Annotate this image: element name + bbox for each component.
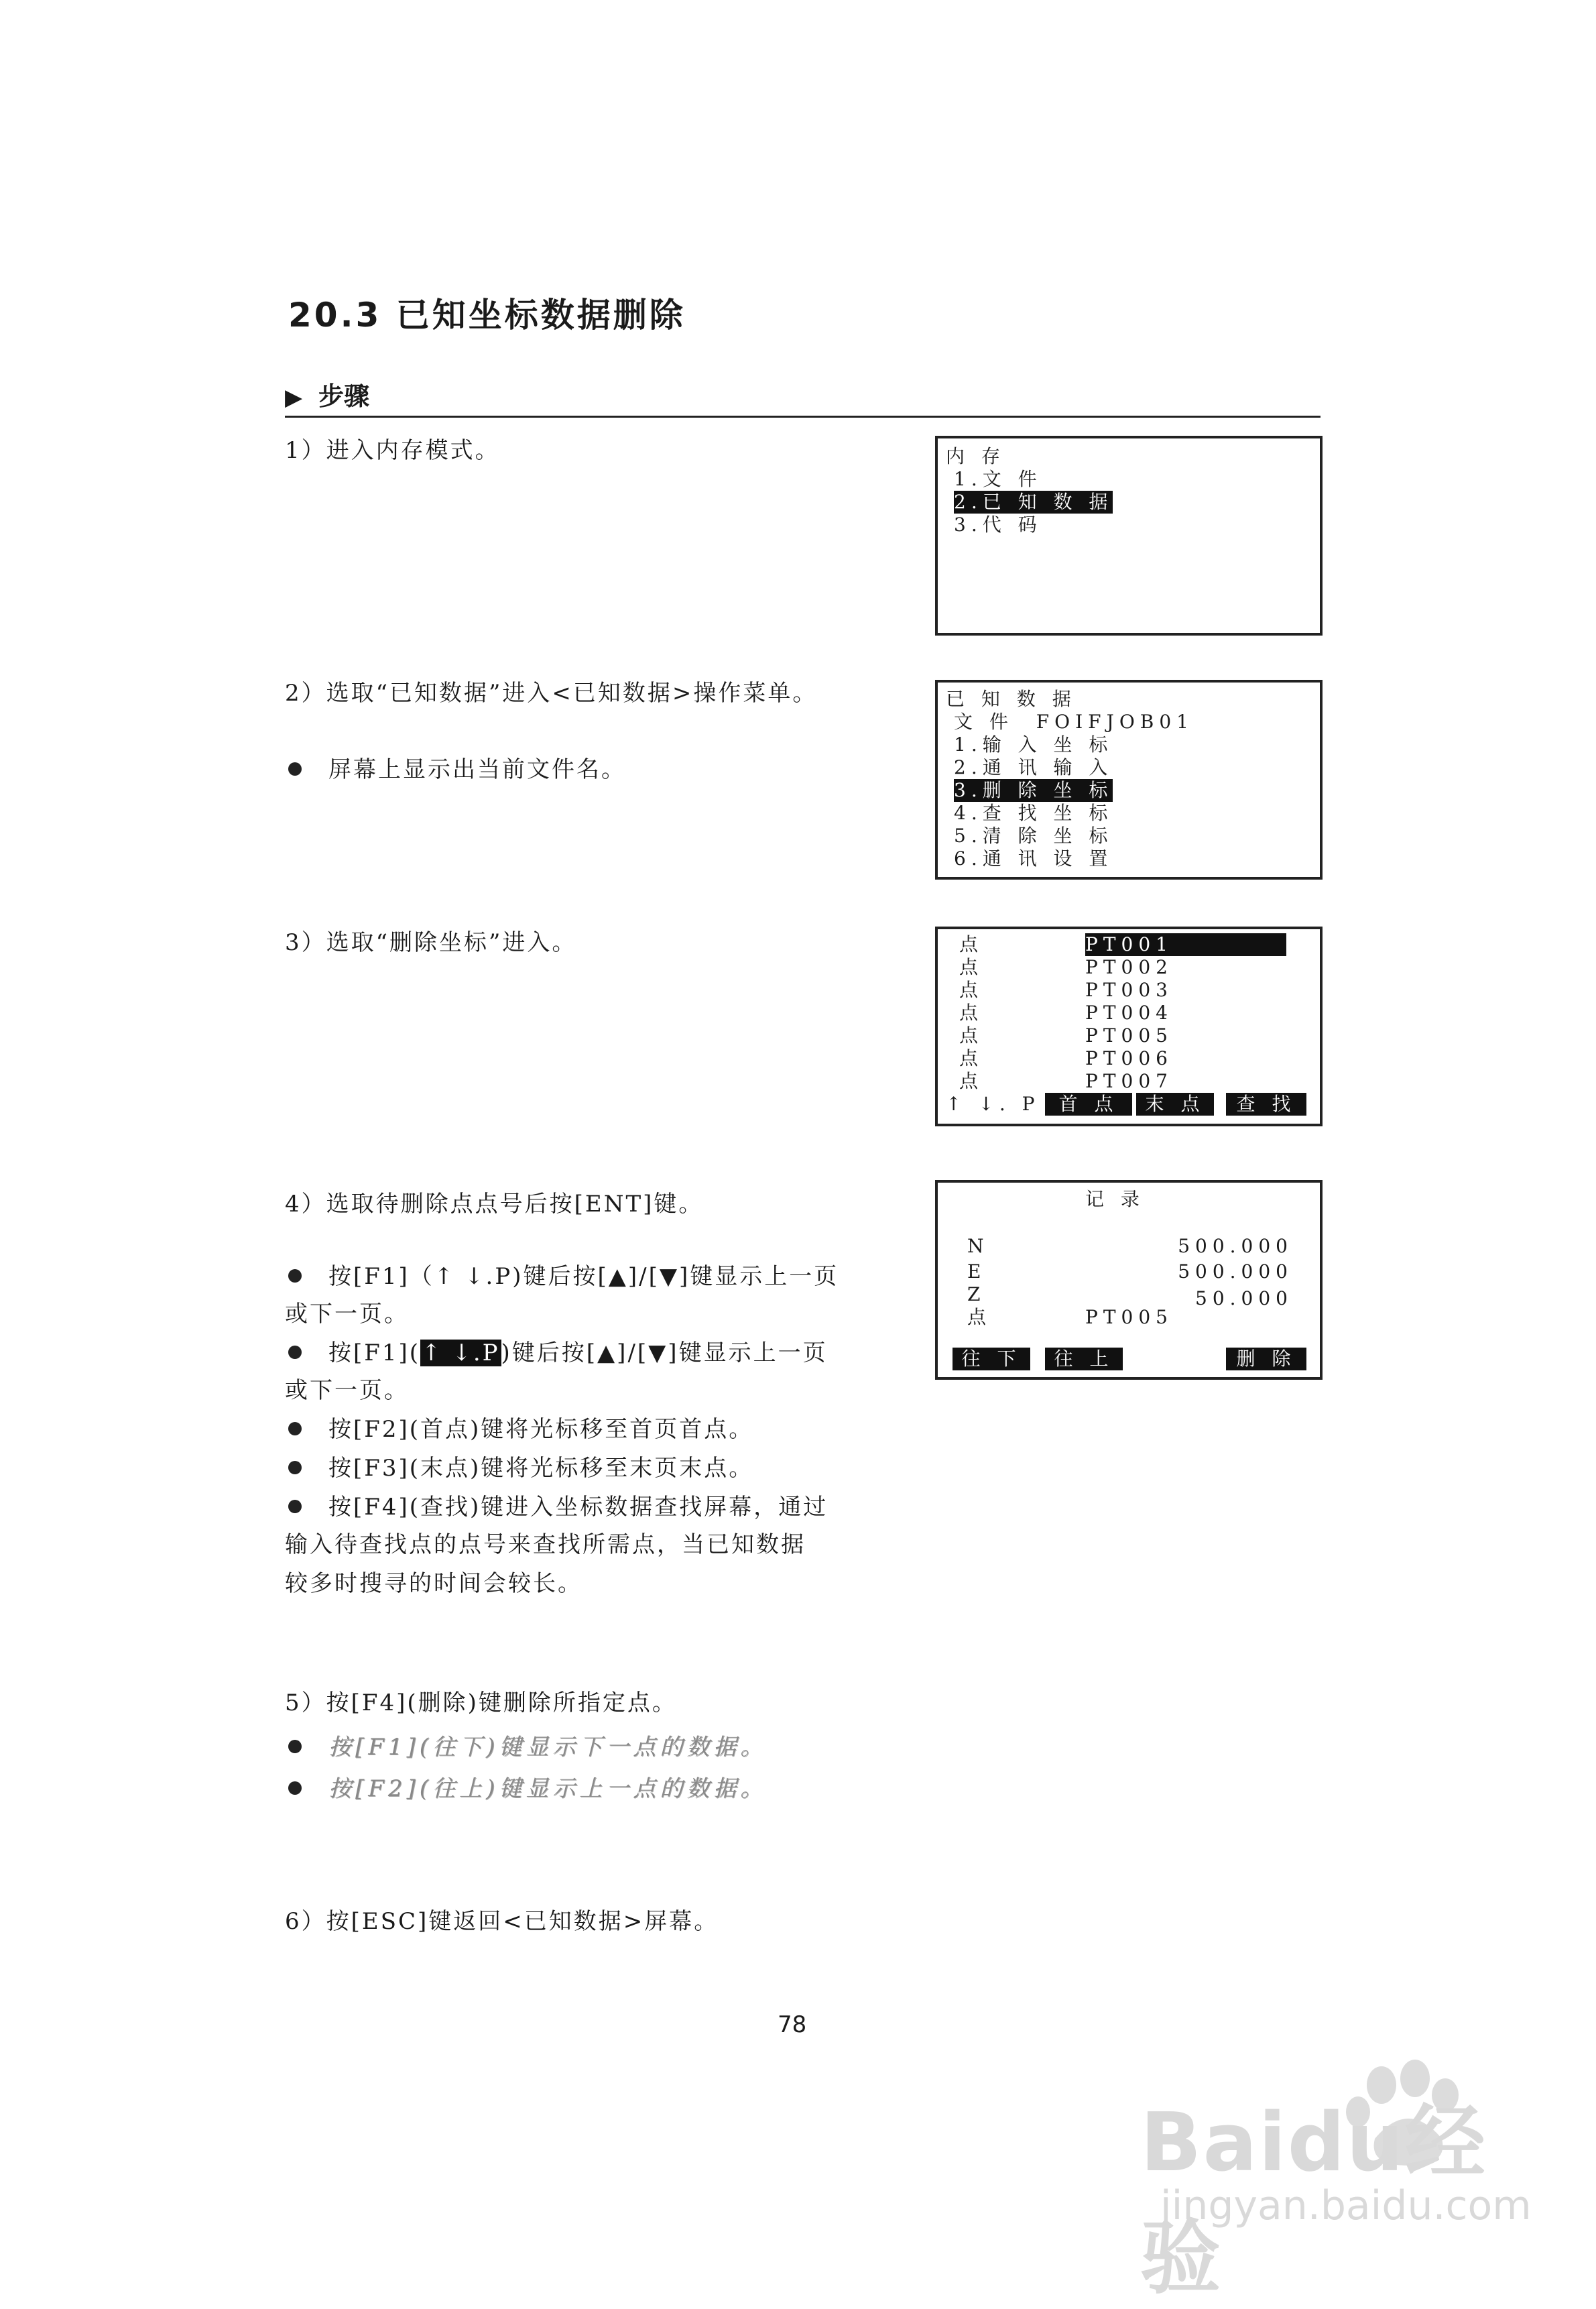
file-label: 文 件 — [954, 711, 1014, 733]
e-label: E — [967, 1260, 987, 1283]
section-title: 20.3 已知坐标数据删除 — [288, 296, 686, 335]
bullet-icon — [288, 1422, 302, 1435]
bullet-text: 按[F2](往上)键显示上一点的数据。 — [328, 1775, 768, 1802]
step-4-bullet-3 — [288, 1411, 753, 1448]
file-name: FOIFJOB01 — [1036, 711, 1194, 733]
step-2-text: 2）选取“已知数据”进入<已知数据>操作菜单。 — [285, 680, 818, 707]
screen-record — [935, 1180, 1323, 1380]
point-row-label: 点 — [959, 979, 984, 1001]
watermark — [1140, 2078, 1532, 2305]
point-row-value: PT005 — [1085, 1024, 1173, 1047]
bullet-icon — [288, 1346, 302, 1359]
watermark-logo: Baidu经验 — [1140, 2096, 1487, 2305]
screen-record-title: 记 录 — [1085, 1188, 1145, 1210]
page-number: 78 — [778, 2011, 807, 2038]
step-3-text: 3）选取“删除坐标”进入。 — [285, 929, 577, 956]
bullet-text: 按[F3](末点)键将光标移至末页末点。 — [328, 1455, 754, 1482]
bullet-text: 按[F2](首点)键将光标移至首页首点。 — [328, 1416, 754, 1443]
steps-heading — [285, 375, 369, 412]
point-row-label: 点 — [959, 1047, 984, 1069]
step-5-bullet-2 — [288, 1770, 767, 1808]
n-label: N — [967, 1235, 989, 1257]
step-4-bullet-1-cont: 或下一页。 — [285, 1301, 409, 1327]
step-4-bullet-5-cont-1: 输入待查找点的点号来查找所需点，当已知数据 — [285, 1531, 806, 1558]
point-row-label: 点 — [959, 1002, 984, 1024]
find-key[interactable]: 查 找 — [1226, 1093, 1306, 1116]
n-value: 500.000 — [1178, 1235, 1293, 1257]
step-5-bullet-1 — [288, 1728, 767, 1766]
file-row — [954, 711, 1194, 733]
bullet-text-pre: 按[F1]( — [328, 1340, 421, 1366]
triangle-icon: ▶ — [285, 384, 303, 411]
step-4-bullet-5 — [288, 1488, 828, 1526]
next-key[interactable]: 往 下 — [953, 1348, 1030, 1370]
point-row-value: PT006 — [1085, 1047, 1173, 1069]
delete-key[interactable]: 删 除 — [1226, 1348, 1306, 1370]
bullet-icon — [288, 1461, 302, 1474]
point-row-value: PT002 — [1085, 956, 1173, 978]
bullet-text-post: )键后按[▲]/[▼]键显示上一页 — [501, 1340, 828, 1366]
menu-item-known-data: 2.已 知 数 据 — [954, 491, 1113, 513]
menu-item-comm-settings: 6.通 讯 设 置 — [954, 847, 1113, 870]
menu-item-find-coord: 4.查 找 坐 标 — [954, 802, 1113, 824]
step-4-bullet-4 — [288, 1449, 753, 1487]
watermark-url: jingyan.baidu.com — [1160, 2182, 1532, 2229]
bullet-icon — [288, 1781, 302, 1795]
point-label: 点 — [967, 1306, 992, 1328]
step-4-bullet-5-cont-2: 较多时搜寻的时间会较长。 — [285, 1570, 582, 1597]
menu-item-comm-input: 2.通 讯 输 入 — [954, 756, 1113, 778]
page-nav-label: ↑ ↓. P — [946, 1093, 1040, 1115]
point-row-value: PT003 — [1085, 979, 1173, 1001]
step-4-text: 4）选取待删除点点号后按[ENT]键。 — [285, 1191, 704, 1218]
bullet-text: 按[F1](往下)键显示下一点的数据。 — [328, 1734, 768, 1761]
point-row-value: PT007 — [1085, 1070, 1173, 1092]
bullet-icon — [288, 1500, 302, 1513]
point-value: PT005 — [1085, 1306, 1173, 1328]
point-row-label: 点 — [959, 1024, 984, 1047]
point-row-label: 点 — [959, 1070, 984, 1092]
bullet-icon — [288, 762, 302, 776]
step-2-bullet-1 — [288, 751, 626, 788]
step-4-bullet-1 — [288, 1258, 839, 1295]
menu-item-file: 1.文 件 — [954, 468, 1042, 490]
point-row-value: PT004 — [1085, 1002, 1173, 1024]
step-4-bullet-2-cont: 或下一页。 — [285, 1377, 409, 1404]
bullet-text-inverted: ↑ ↓.P — [422, 1340, 500, 1366]
screen-point-list — [935, 927, 1323, 1126]
screen-memory-title: 内 存 — [946, 445, 1005, 467]
bullet-text: 按[F4](查找)键进入坐标数据查找屏幕，通过 — [328, 1494, 828, 1521]
bullet-text: 屏幕上显示出当前文件名。 — [328, 756, 626, 783]
bullet-text: 按[F1]（↑ ↓.P)键后按[▲]/[▼]键显示上一页 — [328, 1263, 839, 1290]
point-row-value: PT001 — [1085, 933, 1286, 956]
bullet-icon — [288, 1269, 302, 1283]
menu-item-delete-coord: 3.删 除 坐 标 — [954, 779, 1113, 801]
menu-item-clear-coord: 5.清 除 坐 标 — [954, 825, 1113, 847]
e-value: 500.000 — [1178, 1260, 1293, 1283]
screen-known-data — [935, 680, 1323, 880]
step-5-text: 5）按[F4](删除)键删除所指定点。 — [285, 1690, 677, 1716]
point-row-label: 点 — [959, 956, 984, 978]
point-row-label: 点 — [959, 933, 984, 955]
screen-memory — [935, 436, 1323, 636]
step-6-text: 6）按[ESC]键返回<已知数据>屏幕。 — [285, 1908, 719, 1935]
z-value: 50.000 — [1195, 1287, 1293, 1309]
bullet-icon — [288, 1740, 302, 1753]
last-point-key[interactable]: 末 点 — [1136, 1093, 1214, 1116]
screen-known-data-title: 已 知 数 据 — [946, 688, 1077, 710]
steps-heading-label: 步骤 — [318, 381, 370, 411]
heading-rule — [285, 416, 1321, 418]
z-label: Z — [967, 1283, 986, 1305]
menu-item-input-coord: 1.输 入 坐 标 — [954, 733, 1113, 756]
prev-key[interactable]: 往 上 — [1045, 1348, 1123, 1370]
first-point-key[interactable]: 首 点 — [1045, 1093, 1132, 1116]
step-4-bullet-2 — [288, 1334, 828, 1372]
step-1-text: 1）进入内存模式。 — [285, 437, 500, 464]
menu-item-code: 3.代 码 — [954, 514, 1042, 536]
